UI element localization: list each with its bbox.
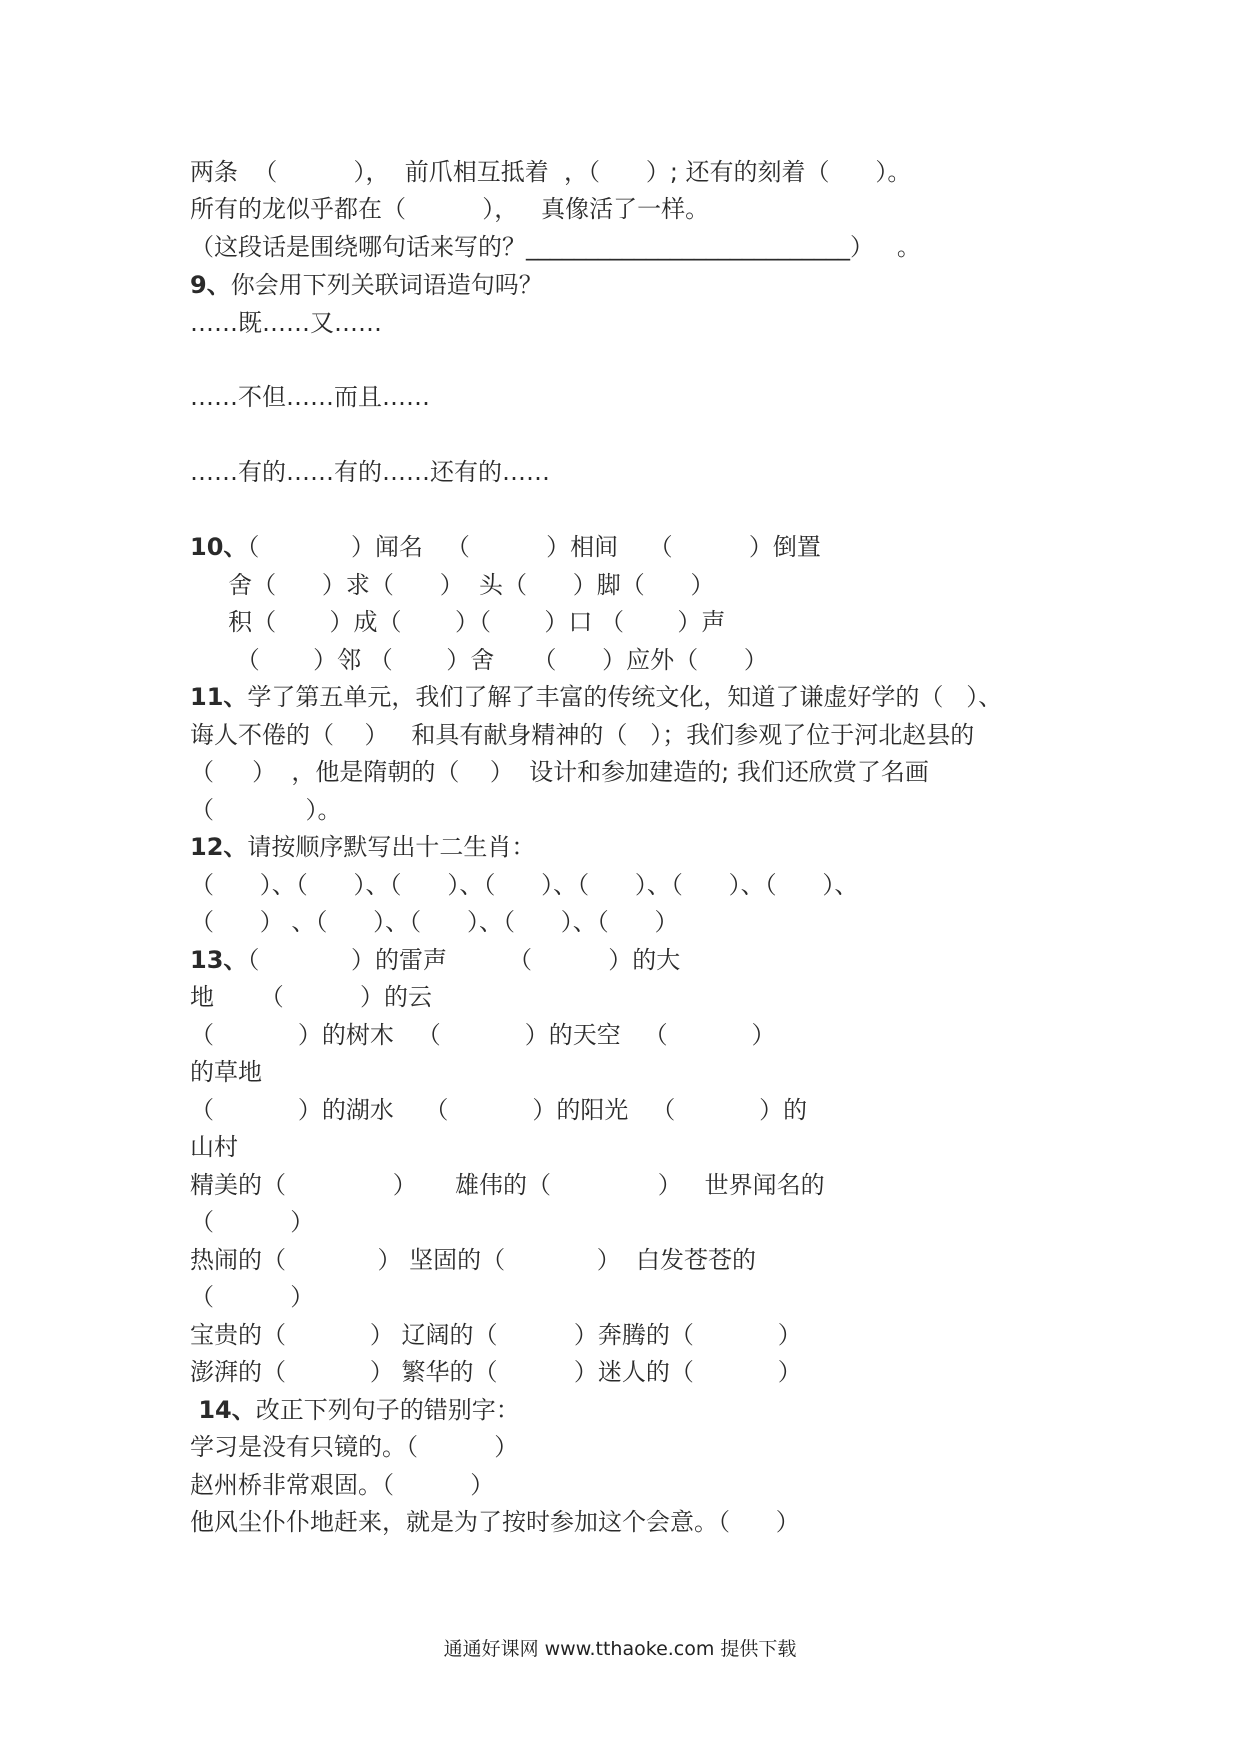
- line-text: 澎湃的（ ） 繁华的（ ）迷人的（ ）: [190, 1358, 802, 1386]
- line-text: 热闹的（ ） 坚固的（ ） 白发苍苍的: [190, 1246, 756, 1274]
- text-line-l9: [190, 570, 715, 600]
- text-line-l18: [190, 907, 679, 937]
- text-line-l23: [190, 1095, 807, 1125]
- line-text: 山村: [190, 1133, 238, 1161]
- line-text: （ ）的湖水 （ ）的阳光 （ ）的: [190, 1096, 808, 1124]
- text-line-l3: [190, 232, 921, 262]
- line-text: ……不但……而且……: [190, 383, 430, 411]
- line-text: 诲人不倦的（ ） 和具有献身精神的（ ）；我们参观了位于河北赵县的: [190, 721, 975, 749]
- line-text: 精美的（ ） 雄伟的（ ） 世界闻名的: [190, 1171, 825, 1199]
- line-text: （这段话是围绕哪句话来写的？___________________________） 。: [190, 233, 921, 261]
- text-line-l16: [190, 832, 535, 862]
- text-line-l28: [190, 1282, 314, 1312]
- text-line-l33: [190, 1470, 494, 1500]
- line-text: 地 （ ）的云: [190, 983, 433, 1011]
- text-line-l10: [190, 607, 725, 637]
- line-text: 两条 （ ）， 前爪相互抵着 ，（ ）; 还有的刻着（ ）。: [190, 158, 912, 186]
- text-line-l26: [190, 1207, 314, 1237]
- text-line-l8: [190, 532, 821, 562]
- question-number: 14、: [190, 1396, 256, 1424]
- line-text: 学习是没有只镜的。（ ）: [190, 1433, 519, 1461]
- text-line-l32: [190, 1432, 518, 1462]
- line-text: （ ）: [190, 1283, 315, 1311]
- text-line-l11: [190, 645, 768, 675]
- text-line-l29: [190, 1320, 802, 1350]
- question-number: 11、: [190, 683, 248, 711]
- question-number: 12、: [190, 833, 248, 861]
- text-line-l12: [190, 682, 1002, 712]
- line-text: （ ）、（ ）、（ ）、（ ）、（ ）、（ ）、（ ）、: [190, 871, 859, 899]
- question-number: 10、: [190, 533, 248, 561]
- line-text: 请按顺序默写出十二生肖：: [247, 833, 536, 861]
- text-line-l22: [190, 1057, 262, 1087]
- line-text: 舍（ ）求（ ） 头（ ）脚（ ）: [190, 571, 715, 599]
- text-line-l13: [190, 720, 974, 750]
- text-line-l30: [190, 1357, 802, 1387]
- text-line-l2: [190, 194, 709, 224]
- text-line-l17: [190, 870, 858, 900]
- text-line-l25: [190, 1170, 825, 1200]
- text-line-l31: [190, 1395, 520, 1425]
- line-text: （ ）的树木 （ ）的天空 （ ）: [190, 1021, 776, 1049]
- text-line-l34: [190, 1507, 800, 1537]
- line-text: 所有的龙似乎都在（ ）， 真像活了一样。: [190, 195, 710, 223]
- line-text: （ ）邻 （ ）舍 （ ）应外（ ）: [190, 646, 768, 674]
- line-text: 赵州桥非常艰固。（ ）: [190, 1471, 495, 1499]
- text-line-l24: [190, 1132, 238, 1162]
- text-line-l6: [190, 382, 430, 412]
- line-text: 积（ ）成（ ）（ ）口 （ ）声: [190, 608, 726, 636]
- line-text: （ ）的雷声 （ ）的大: [247, 946, 681, 974]
- line-text: 宝贵的（ ） 辽阔的（ ）奔腾的（ ）: [190, 1321, 802, 1349]
- question-number: 13、: [190, 946, 248, 974]
- line-text: ……既……又……: [190, 309, 382, 337]
- line-text: 你会用下列关联词语造句吗？: [230, 271, 543, 299]
- line-text: 他风尘仆仆地赶来，就是为了按时参加这个会意。（ ）: [190, 1508, 800, 1536]
- line-text: 的草地: [190, 1058, 262, 1086]
- text-line-l7: [190, 457, 550, 487]
- text-line-l1: [190, 157, 911, 187]
- text-line-l14: [190, 757, 929, 787]
- text-line-l5: [190, 308, 382, 338]
- text-line-l21: [190, 1020, 776, 1050]
- line-text: （ ）: [190, 1208, 315, 1236]
- text-line-l20: [190, 982, 432, 1012]
- question-number: 9、: [190, 271, 231, 299]
- text-line-l19: [190, 945, 680, 975]
- line-text: 改正下列句子的错别字：: [255, 1396, 520, 1424]
- line-text: （ ）闻名 （ ）相间 （ ）倒置: [247, 533, 821, 561]
- line-text: 学了第五单元，我们了解了丰富的传统文化，知道了谦虚好学的（ ）、: [247, 683, 1003, 711]
- text-line-l27: [190, 1245, 756, 1275]
- text-line-l15: [190, 795, 342, 825]
- line-text: （ ）。: [190, 796, 342, 824]
- line-text: ……有的……有的……还有的……: [190, 458, 550, 486]
- line-text: （ ） ，他是隋朝的（ ） 设计和参加建造的; 我们还欣赏了名画: [190, 758, 929, 786]
- text-line-l4: [190, 270, 543, 300]
- footer-source: 通通好课网 www.tthaoke.com 提供下载: [443, 1638, 797, 1660]
- line-text: （ ） 、（ ）、（ ）、（ ）、（ ）: [190, 908, 679, 936]
